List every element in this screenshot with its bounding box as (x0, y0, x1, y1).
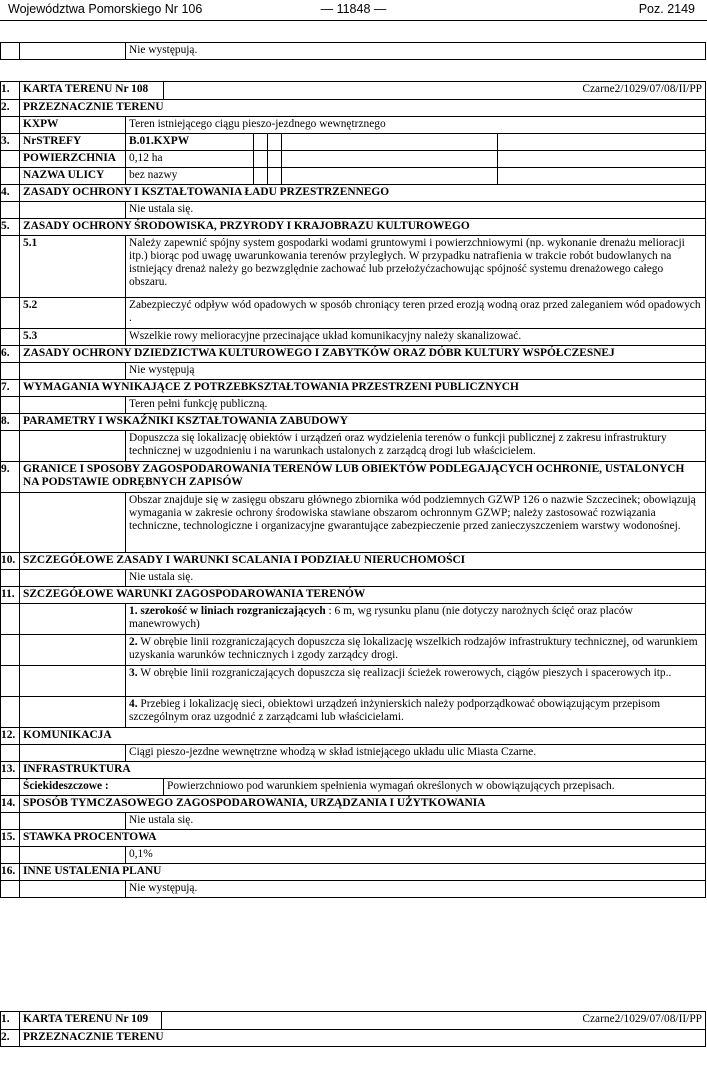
section-text: 0,1% (126, 847, 706, 864)
previous-card-tail (0, 42, 706, 60)
table-row (1, 604, 706, 635)
section-title: SZCZEGÓŁOWE ZASADY I WARUNKI SCALANIA I PODZIAŁU NIERUCHOMOŚCI (20, 553, 706, 570)
section-11-header: 11. SZCZEGÓŁOWE WARUNKI ZAGOSPODAROWANIA TERENÓW (1, 587, 706, 604)
card-title-row: 1. KARTA TERENU Nr 108 Czarne2/1029/07/08/II/PP (1, 82, 706, 100)
section-text: Nie występują. (126, 881, 706, 898)
table-row (1, 151, 706, 168)
table-row (1, 329, 706, 346)
card-title-row: 1. KARTA TERENU Nr 109 Czarne2/1029/07/08/II/PP (1, 1012, 706, 1030)
section-text: Nie ustala się. (126, 570, 706, 587)
table-row (1, 666, 706, 697)
page-header (0, 0, 707, 22)
table-row (1, 881, 706, 898)
table-row: 3. NrSTREFY B.01.KXPW (1, 134, 706, 151)
section-text: Nie ustala się. (126, 202, 706, 219)
section-title: GRANICE I SPOSOBY ZAGOSPODAROWANIA TERENÓW LUB OBIEKTÓW PODLEGAJĄCYCH OCHRONIE, USTALONYCH NA PODSTAWIE ODRĘBNYCH ZAPISÓW (20, 462, 706, 493)
table-row (1, 847, 706, 864)
subsection-text: Zabezpieczyć odpływ wód opadowych w sposób chroniący teren przed erozją wodną oraz przed zaleganiem wód opadowych . (126, 298, 706, 329)
table-row (1, 697, 706, 728)
section-2-header: 2. PRZEZNACZNIE TERENU (1, 1030, 706, 1047)
street-label: NAZWA ULICY (20, 168, 126, 185)
section-13-header: 13. INFRASTRUKTURA (1, 762, 706, 779)
land-card-109 (0, 1011, 706, 1047)
tail-text: Nie występują. (126, 43, 706, 60)
section-title: SPOSÓB TYMCZASOWEGO ZAGOSPODAROWANIA, URZĄDZANIA I UŻYTKOWANIA (20, 796, 706, 813)
infrastructure-text: Powierzchniowo pod warunkiem spełnienia wymagań określonych w obowiązujących przepisach. (164, 779, 706, 796)
table-row (1, 117, 706, 134)
section-14-header: 14. SPOSÓB TYMCZASOWEGO ZAGOSPODAROWANIA, URZĄDZANIA I UŻYTKOWANIA (1, 796, 706, 813)
table-row (1, 298, 706, 329)
infrastructure-label: Ściekideszczowe : (20, 779, 164, 796)
section-title: STAWKA PROCENTOWA (20, 830, 706, 847)
table-row (1, 168, 706, 185)
section-title: PRZEZNACZNIE TERENU (20, 100, 706, 117)
position-number: Poz. 2149 (638, 2, 695, 16)
section-15-header: 15. STAWKA PROCENTOWA (1, 830, 706, 847)
table-row (1, 779, 706, 796)
table-row (1, 43, 706, 60)
section-6-header: 6. ZASADY OCHRONY DZIEDZICTWA KULTUROWEGO I ZABYTKÓW ORAZ DÓBR KULTURY WSPÓŁCZESNEJ (1, 346, 706, 363)
section-text: Teren pełni funkcję publiczną. (126, 397, 706, 414)
section-title: INFRASTRUKTURA (20, 762, 706, 779)
land-card-108 (0, 81, 706, 898)
condition-item: 1. szerokość w liniach rozgraniczających : 6 m, wg rysunku planu (nie dotyczy narożnych ścięć oraz placów manewrowych) (126, 604, 706, 635)
section-text: Nie występują (126, 363, 706, 380)
table-row (1, 236, 706, 298)
area-label: POWIERZCHNIA (20, 151, 126, 168)
card-code: Czarne2/1029/07/08/II/PP (164, 82, 706, 100)
subsection-text: Należy zapewnić spójny system gospodarki wodami gruntowymi i powierzchniowymi (np. wykonanie drenażu melioracji itp.) biorąc pod uwagę uwarunkowania terenów przyległych. W przypadku natrafienia w trakcie robót budowlanych na istniejący drenaż należy go bezwzględnie zachować lub przełożyćzachowując spójność systemu drenażowego całego obszaru. (126, 236, 706, 298)
symbol-label: KXPW (20, 117, 126, 134)
section-10-header: 10. SZCZEGÓŁOWE ZASADY I WARUNKI SCALANIA I PODZIAŁU NIERUCHOMOŚCI (1, 553, 706, 570)
section-9-header: 9. GRANICE I SPOSOBY ZAGOSPODAROWANIA TERENÓW LUB OBIEKTÓW PODLEGAJĄCYCH OCHRONIE, USTALONYCH NA PODSTAWIE ODRĘBNYCH ZAPISÓW (1, 462, 706, 493)
section-text: Dopuszcza się lokalizację obiektów i urządzeń oraz wydzielenia terenów o funkcji publicznej z zakresu infrastruktury technicznej w uzgodnieniu i na warunkach ustalonych z zarządcą drogi lub właścicielem. (126, 431, 706, 462)
table-row (1, 202, 706, 219)
section-title: SZCZEGÓŁOWE WARUNKI ZAGOSPODAROWANIA TERENÓW (20, 587, 706, 604)
card-title: KARTA TERENU Nr 108 (20, 82, 164, 100)
street-value: bez nazwy (126, 168, 254, 185)
table-row (1, 397, 706, 414)
section-title: INNE USTALENIA PLANU (20, 864, 706, 881)
section-title: WYMAGANIA WYNIKAJĄCE Z POTRZEBKSZTAŁTOWANIA PRZESTRZENI PUBLICZNYCH (20, 380, 706, 397)
header-rule (0, 20, 707, 21)
section-title: PARAMETRY I WSKAŹNIKI KSZTAŁTOWANIA ZABUDOWY (20, 414, 706, 431)
table-row (1, 493, 706, 553)
table-row (1, 813, 706, 830)
section-5-header: 5. ZASADY OCHRONY ŚRODOWISKA, PRZYRODY I KRAJOBRAZU KULTUROWEGO (1, 219, 706, 236)
section-title: ZASADY OCHRONY I KSZTAŁTOWANIA ŁADU PRZESTRZENNEGO (20, 185, 706, 202)
table-row (1, 745, 706, 762)
symbol-description: Teren istniejącego ciągu pieszo-jezdnego wewnętrznego (126, 117, 706, 134)
section-8-header: 8. PARAMETRY I WSKAŹNIKI KSZTAŁTOWANIA ZABUDOWY (1, 414, 706, 431)
condition-item: 2. W obrębie linii rozgraniczających dopuszcza się lokalizację wszelkich rodzajów infrastruktury technicznej, od warunkiem uzyskania warunków technicznych i zgody zarządcy drogi. (126, 635, 706, 666)
section-2-header: 2. PRZEZNACZNIE TERENU (1, 100, 706, 117)
section-7-header: 7. WYMAGANIA WYNIKAJĄCE Z POTRZEBKSZTAŁTOWANIA PRZESTRZENI PUBLICZNYCH (1, 380, 706, 397)
card-title: KARTA TERENU Nr 109 (20, 1012, 162, 1030)
section-title: ZASADY OCHRONY ŚRODOWISKA, PRZYRODY I KRAJOBRAZU KULTUROWEGO (20, 219, 706, 236)
table-row (1, 431, 706, 462)
section-text: Obszar znajduje się w zasięgu obszaru głównego zbiornika wód podziemnych GZWP 126 o nazwie Szczecinek; obowiązują wymagania w zakresie ochrony środowiska stawiane obszarom ochronnym GZWP; należy zastosować rozwiązania techniczne, technologiczne i organizacyjne gwarantujące zabezpieczenie przed zanieczyszczeniem warstwy wodonośnej. (126, 493, 706, 553)
page-number: — 11848 — (320, 2, 387, 16)
subsection-text: Wszelkie rowy melioracyjne przecinające układ komunikacyjny należy skanalizować. (126, 329, 706, 346)
section-text: Nie ustala się. (126, 813, 706, 830)
condition-item: 4. Przebieg i lokalizację sieci, obiektowi urządzeń inżynierskich należy podporządkować obowiązującym przepisom szczególnym oraz uzgodnić z zarządcami lub właścicielami. (126, 697, 706, 728)
journal-title: Województwa Pomorskiego Nr 106 (8, 2, 203, 16)
section-title: PRZEZNACZNIE TERENU (20, 1030, 706, 1047)
area-value: 0,12 ha (126, 151, 254, 168)
section-4-header: 4. ZASADY OCHRONY I KSZTAŁTOWANIA ŁADU PRZESTRZENNEGO (1, 185, 706, 202)
section-12-header: 12. KOMUNIKACJA (1, 728, 706, 745)
section-title: ZASADY OCHRONY DZIEDZICTWA KULTUROWEGO I ZABYTKÓW ORAZ DÓBR KULTURY WSPÓŁCZESNEJ (20, 346, 706, 363)
section-16-header: 16. INNE USTALENIA PLANU (1, 864, 706, 881)
zone-value: B.01.KXPW (126, 134, 254, 151)
section-text: Ciągi pieszo-jezdne wewnętrzne whodzą w skład istniejącego układu ulic Miasta Czarne. (126, 745, 706, 762)
subsection-label: 5.1 (20, 236, 126, 298)
table-row (1, 570, 706, 587)
condition-item: 3. W obrębie linii rozgraniczających dopuszcza się realizacji ścieżek rowerowych, ciągów pieszych i spacerowych itp.. (126, 666, 706, 697)
table-row (1, 635, 706, 666)
subsection-label: 5.2 (20, 298, 126, 329)
section-title: KOMUNIKACJA (20, 728, 706, 745)
zone-label: NrSTREFY (20, 134, 126, 151)
subsection-label: 5.3 (20, 329, 126, 346)
table-row (1, 363, 706, 380)
card-code: Czarne2/1029/07/08/II/PP (162, 1012, 706, 1030)
